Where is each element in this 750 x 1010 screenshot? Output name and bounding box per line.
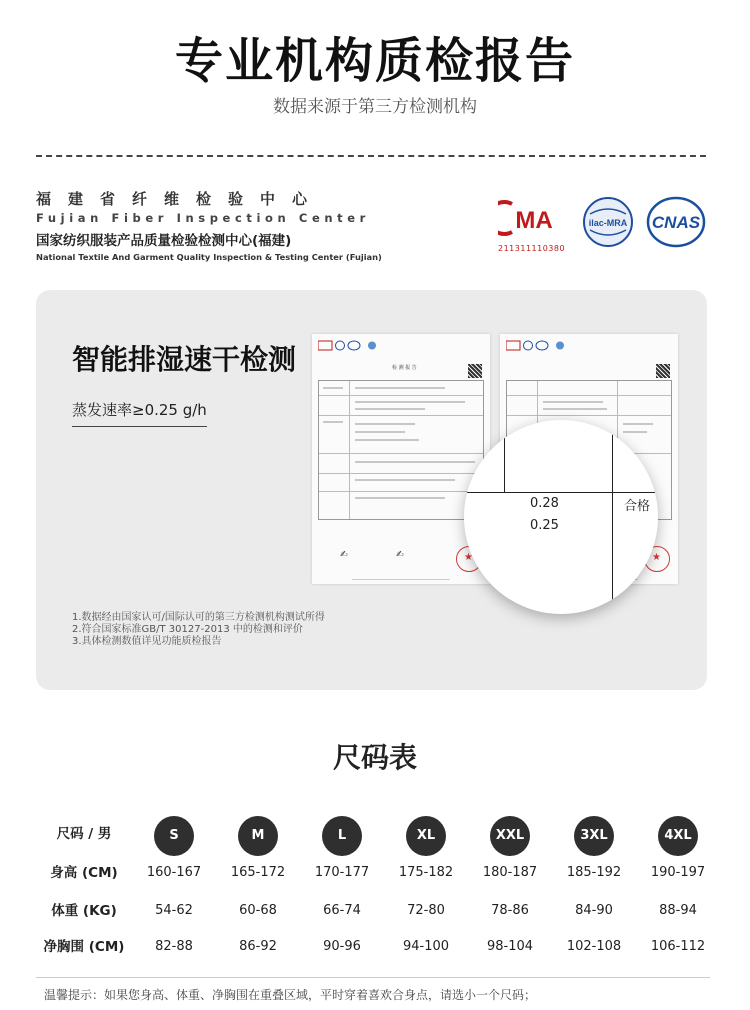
report-page-1 — [312, 334, 490, 584]
signature-scribble-icon: ✍ — [340, 550, 348, 560]
cma-logo — [498, 200, 566, 253]
table-cell: 54-62 — [155, 903, 193, 918]
table-cell: 82-88 — [155, 939, 193, 954]
size-badge: 3XL — [574, 816, 614, 856]
report-text-line — [323, 387, 343, 389]
size-badge: XXL — [490, 816, 530, 856]
size-col-4xl — [636, 816, 720, 856]
table-cell: 88-94 — [659, 903, 697, 918]
size-badge: L — [322, 816, 362, 856]
report-row-line — [319, 491, 483, 492]
report-text-line — [355, 461, 475, 463]
report-text-line — [543, 408, 607, 410]
table-cell: 86-92 — [239, 939, 277, 954]
cnas-logo-icon — [646, 196, 706, 248]
size-col-s — [132, 816, 216, 856]
org-full-zh: 国家纺织服装产品质量检验检测中心(福建) — [36, 233, 292, 249]
test-card — [36, 290, 707, 690]
table-cell: 78-86 — [491, 903, 529, 918]
cma-mark-icon — [498, 200, 562, 236]
table-cell: 84-90 — [575, 903, 613, 918]
note-line: 3.具体检测数值详见功能质检报告 — [72, 636, 222, 647]
magnifier-row-line — [464, 492, 658, 493]
size-header-label: 尺码 / 男 — [56, 826, 112, 842]
table-row — [36, 893, 712, 929]
table-cell: 180-187 — [482, 865, 538, 880]
report-text-line — [355, 497, 445, 499]
report-text-line — [543, 401, 603, 403]
report-row-line — [319, 395, 483, 396]
org-full-en: National Textile And Garment Quality Inspection & Testing Center (Fujian) — [36, 252, 382, 262]
org-block — [36, 188, 382, 262]
size-col-l — [300, 816, 384, 856]
table-cell: 90-96 — [323, 939, 361, 954]
report-text-line — [355, 439, 419, 441]
report-text-line — [355, 401, 465, 403]
row-label: 身高 (CM) — [50, 865, 118, 881]
report-text-line — [323, 421, 343, 423]
report-text-line — [623, 423, 653, 425]
magnifier-col-line — [612, 420, 613, 614]
size-col-xxl — [468, 816, 552, 856]
report-row-line — [319, 453, 483, 454]
table-cell: 165-172 — [230, 865, 286, 880]
report-text-line — [355, 479, 455, 481]
report-logos-icon — [318, 340, 484, 352]
report-col-divider — [349, 381, 350, 519]
cma-code: 211311110380 — [498, 244, 566, 253]
table-cell: 185-192 — [566, 865, 622, 880]
magnifier-col-line — [504, 420, 505, 492]
table-cell: 170-177 — [314, 865, 370, 880]
size-footnote: 温馨提示：如果您身高、体重、净胸围在重叠区域，平时穿着喜欢合身点，请选小一个尺码； — [44, 988, 537, 1002]
report-row-line — [507, 415, 671, 416]
table-cell: 94-100 — [402, 939, 450, 954]
report-qr-icon — [656, 364, 670, 378]
table-cell: 160-167 — [146, 865, 202, 880]
page-title: 专业机构质检报告 — [174, 33, 575, 89]
cert-logos — [498, 196, 708, 256]
table-cell: 190-197 — [650, 865, 706, 880]
cnas-text: CNAS — [651, 213, 701, 232]
size-col-xl — [384, 816, 468, 856]
table-cell: 106-112 — [650, 939, 706, 954]
report-row-line — [319, 415, 483, 416]
table-cell: 72-80 — [407, 903, 445, 918]
size-header-row — [36, 816, 712, 852]
ilac-text: ilac-MRA — [588, 218, 628, 228]
report-text-line — [355, 423, 415, 425]
row-label: 体重 (KG) — [51, 903, 117, 919]
ilac-mra-logo-icon — [582, 196, 634, 248]
size-col-m — [216, 816, 300, 856]
report-footer-line — [352, 579, 450, 581]
card-metric: 蒸发速率≥0.25 g/h — [72, 399, 207, 427]
table-row — [36, 929, 712, 965]
table-cell: 98-104 — [486, 939, 534, 954]
table-cell: 102-108 — [566, 939, 622, 954]
cma-letters: MA — [515, 207, 553, 234]
magnifier-value-1: 0.28 — [530, 496, 559, 511]
magnifier-lens — [464, 420, 658, 614]
table-row — [36, 855, 712, 891]
report-logos-icon — [506, 340, 672, 352]
report-head: 检 测 报 告 — [392, 365, 417, 371]
report-text-line — [355, 387, 445, 389]
size-badge: S — [154, 816, 194, 856]
table-cell: 66-74 — [323, 903, 361, 918]
report-table — [318, 380, 484, 520]
table-cell: 60-68 — [239, 903, 277, 918]
row-label: 净胸围 (CM) — [43, 939, 125, 955]
report-row-line — [507, 395, 671, 396]
report-text-line — [355, 408, 425, 410]
magnifier-result: 合格 — [624, 499, 651, 514]
note-line: 2.符合国家标准GB/T 30127-2013 中的检测和评价 — [72, 624, 303, 635]
org-name-zh: 福建省纤维检验中心 — [36, 190, 325, 208]
size-badge: 4XL — [658, 816, 698, 856]
size-badge: XL — [406, 816, 446, 856]
page-subtitle: 数据来源于第三方检测机构 — [273, 97, 477, 117]
note-line: 1.数据经由国家认可/国际认可的第三方检测机构测试所得 — [72, 612, 325, 623]
magnifier-value-2: 0.25 — [530, 518, 559, 533]
size-badge: M — [238, 816, 278, 856]
size-col-3xl — [552, 816, 636, 856]
dashed-divider — [36, 155, 706, 157]
bottom-divider — [36, 977, 710, 978]
report-qr-icon — [468, 364, 482, 378]
report-text-line — [355, 431, 405, 433]
card-notes — [72, 612, 325, 648]
card-title: 智能排湿速干检测 — [72, 343, 297, 376]
signature-scribble-icon: ✍ — [396, 550, 404, 560]
table-cell: 175-182 — [398, 865, 454, 880]
report-row-line — [319, 473, 483, 474]
report-text-line — [623, 431, 647, 433]
size-chart-title: 尺码表 — [332, 741, 417, 774]
org-name-en: Fujian Fiber Inspection Center — [36, 211, 370, 225]
